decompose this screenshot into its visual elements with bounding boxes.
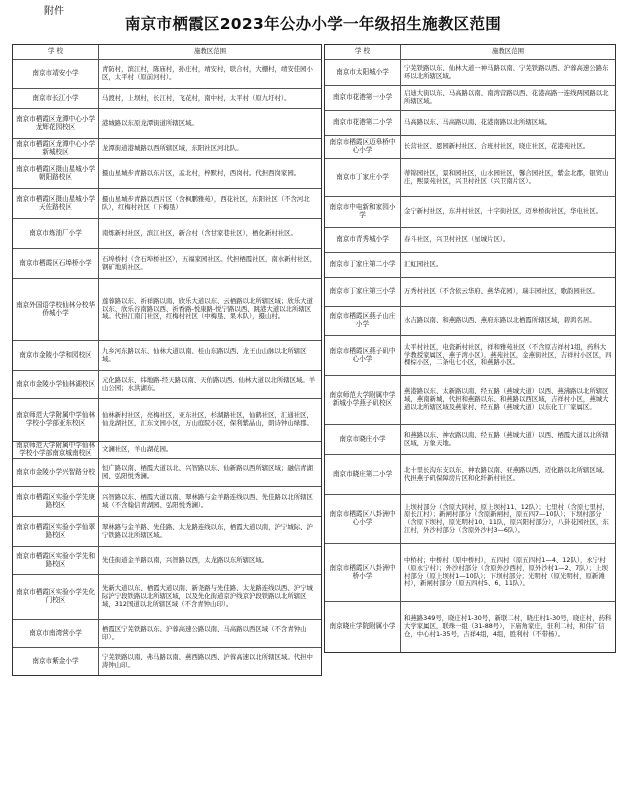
enrollment-area: 马高路以东、马高路以南、花港南路以北所辖区域。 — [404, 118, 551, 127]
table-row — [13, 249, 321, 279]
enrollment-area: 翠林路与金羊路、先佳路、太龙路连线以东，栖霞大道以南，沪宁城际、沪宁铁路以北所辖区域。 — [102, 522, 313, 539]
school-name: 南京市花港第二小学 — [325, 111, 401, 135]
enrollment-area: 恒广路以南、栖霞大道以北、兴智路以东、仙新路以西所辖区域；融信青湖园、弘阳悦秀澜。 — [102, 463, 313, 480]
enrollment-area: 蒂锦园社区，景和园社区，山水园社区，馨合园社区，紫金北郡，银贸山庄，熙景苑社区，兴卫村社区（兴卫南片区）。 — [404, 168, 609, 185]
header-school: 学 校 — [325, 45, 401, 59]
school-name: 南京外国语学校仙林分校华侨城小学 — [13, 279, 99, 340]
enrollment-area: 汇虹园社区。 — [404, 260, 443, 269]
header-area: 施教区范围 — [492, 47, 524, 56]
school-name: 南京晓庄学院附属小学 — [325, 602, 401, 652]
enrollment-area: 摄山星城步青路以西片区（含枫鹏雅苑），西花社区，东阳社区（不含河北队），红梅村社区（下梅垦） — [102, 194, 310, 211]
enrollment-area: 燕港路以东、太新路以南、经五路（燕城大道）以西、燕沸路以北所辖区域，燕南新城，代担和燕路以东、和燕路以西区域，吉祥村小区，燕城大道以北所辖区域及燕家村、经五路（燕城大道）以东化工厂家属区。 — [404, 387, 609, 411]
enrollment-area: 宁芜铁路以东、仙林大道一神马路以南、宁芜铁路以西、沪蓉高速公路东环以北所辖区域。 — [404, 63, 609, 80]
table-row — [325, 60, 615, 86]
enrollment-area: 摄山星城步青路以东片区，孟北村，梓默村，西岗村。代担西岗家园。 — [102, 168, 301, 177]
right-school-table — [324, 44, 616, 653]
school-name: 南京市太阳城小学 — [325, 60, 401, 85]
enrollment-area: 太平村社区，电瓷新村社区，祥和雅苑社区（不含原吉祥村1组，药科大学教授家属区，燕子湾小区），燕苑社区，金燕街社区，吉祥村小区区，四棵棕小区，二条电七小区，和燕路小区。 — [404, 342, 612, 367]
table-row — [13, 219, 321, 249]
table-row — [325, 336, 615, 376]
attachment-label: 附件 — [44, 6, 64, 17]
school-name: 南京师范大学附属中学新城小学燕子矶校区 — [325, 376, 401, 424]
school-name: 南京市栖霞区燕子矶中心小学 — [325, 336, 401, 375]
table-row — [325, 495, 615, 544]
table-row — [13, 109, 321, 139]
school-name: 南京市栖霞区摄山星城小学天佐路校区 — [13, 189, 99, 218]
school-name: 南京市丁家庄小学 — [325, 159, 401, 196]
enrollment-area: 水吉路以南、和燕路以西、燕府东路以北栖霞所辖区域，碧鸿名居。 — [404, 316, 596, 325]
enrollment-area: 和燕路以东、神农路以南、经五路（燕城大道）以西、栖霞大道以北所辖区域，万象天地。 — [404, 430, 609, 447]
school-name: 南京市栖霞区摄山星城小学朝阳路校区 — [13, 159, 99, 188]
school-name: 南京市栖霞区实验小学先和路校区 — [13, 547, 99, 574]
school-name: 南京师范大学附属中学仙林学校小学部南京城南校区 — [13, 442, 99, 458]
enrollment-area: 北十里长沟东支以东、神农路以南、亚燕路以西、迈化路以北所辖区域。代担燕子矶保障房片区和化纤新村社区。 — [404, 465, 609, 482]
table-row — [325, 253, 615, 278]
table-row — [325, 159, 615, 197]
table-row — [13, 459, 321, 487]
enrollment-area: 元化路以东、纬地路-经天路以南、天佑路以西、仙林大道以北所辖区域。羊山公园；水洪湖东。 — [102, 375, 316, 392]
school-name: 南京市丁家庄第三小学 — [325, 278, 401, 306]
table-row — [325, 544, 615, 602]
header-school: 学 校 — [13, 45, 99, 59]
enrollment-area: 栖霞区宁芜铁路以东、沪蓉高速公路以南、马高路以西区域（不含青钟山印）。 — [102, 624, 307, 641]
school-name: 南京市晓庄第二小学 — [325, 455, 401, 494]
table-row — [13, 341, 321, 371]
enrollment-area: 中桥村；中桥村（原中桥村），五四村（原五四村1—4、12队），永宁村（原永宁村）；外沙村部分（含原外沙西村，原外沙村1—2、7队）；上坝村部分（原上坝村1—10队）；下坝村部分；光明村（原光明村，原新滩村），新闸村部分（原五四村5、6、11队）。 — [404, 556, 608, 588]
enrollment-area: 春斗社区，兴卫村社区（星城片区）。 — [404, 235, 510, 244]
school-name: 南京市紫金小学 — [13, 648, 99, 675]
enrollment-area: 启迪大街以东、马高路以南、南湾营路以西、花港高路一连线两园路以北所辖区域。 — [404, 89, 609, 105]
enrollment-area: 先新大道以东、栖霞大道以南、新尧路与先佳路、太龙路连线以西、沪宁城际沪宁段铁路以北所辖区域，以及先化街道京沪线京沪段铁路以北所辖区域，312国道以北所辖区域（不含青钟山印）。 — [102, 584, 313, 608]
table-row — [13, 371, 321, 399]
table-row — [13, 89, 321, 109]
school-name: 南京市栖霞区八卦洲中心小学 — [325, 495, 401, 543]
enrollment-area: 先佳街道金羊路以南，兴智路以西，太龙路以东所辖区域。 — [102, 555, 269, 564]
table-row — [325, 136, 615, 159]
school-name: 南京市丁家庄第二小学 — [325, 253, 401, 277]
school-name: 南京市花港第一小学 — [325, 86, 401, 110]
school-name: 南京市栖霞区实验小学仙翠路校区 — [13, 517, 99, 546]
table-row — [13, 442, 321, 459]
table-row — [13, 487, 321, 517]
school-name: 南京市靖安小学 — [13, 60, 99, 88]
document-title: 南京市栖霞区2023年公办小学一年级招生施教区范围 — [124, 15, 502, 33]
enrollment-area: 马渡村，上坝村，长江村，飞花村，南中村，太平村（原九圩村）。 — [102, 93, 291, 102]
enrollment-area: 仙林新村社区，亮梅社区，亚东社区，杉湖路社区，仙鹤社区，汇通社区，仙龙湖社区，汇东文园小区，万山庭院小区，保利紫晶山，朗诗钟山绿郡。 — [102, 411, 313, 427]
table-row — [13, 139, 321, 159]
table-row — [325, 455, 615, 495]
table-row — [325, 197, 615, 228]
table-row — [325, 425, 615, 455]
school-name: 南京市栖霞区实验小学先化门校区 — [13, 575, 99, 619]
school-name: 南京市金陵小学仙林湖校区 — [13, 371, 99, 398]
table-header — [325, 45, 615, 60]
enrollment-area: 兴智路以东、栖霞大道以南、翠林路与金羊路连线以西、先佳路以北所辖区域（不含翰信青湖园、弘阳悦秀澜）。 — [102, 492, 313, 509]
enrollment-area: 石埠桥村（含石埠桥社区），五福家园社区。代担栖霞社区，南水新村社区，钢矿地质社区。 — [102, 254, 317, 271]
school-name: 南京市栖霞区燕子山庄小学 — [325, 307, 401, 335]
table-row — [325, 376, 615, 425]
school-name: 南京市炼油厂小学 — [13, 219, 99, 248]
table-row — [13, 547, 321, 575]
table-row — [13, 60, 321, 89]
school-name: 南京市栖霞区石埠桥小学 — [13, 249, 99, 278]
school-name: 南京市栖霞区实验小学先庚路校区 — [13, 487, 99, 516]
school-name: 南京市金陵小学兴智路分校 — [13, 459, 99, 486]
school-name: 南京师范大学附属中学仙林学校小学部亚东校区 — [13, 399, 99, 441]
school-name: 南京市栖霞区龙潭中心小学龙辉花园校区 — [13, 109, 99, 138]
school-name: 南京市栖霞区龙潭中心小学新城校区 — [13, 139, 99, 158]
school-name: 南京市晓庄小学 — [325, 425, 401, 454]
table-header — [13, 45, 321, 60]
enrollment-area: 上坝村部分（含原大同村，原上坝村11、12队）；七里村（含原七里村，原长江村）；新闸村部分（含原新闸村，原五四7—10队）；下坝村部分（含原下坝村，原光明村10、11队，原兴阳村部分），八卦花园社区，东江村，外沙村部分（含原外沙村3—6队）。 — [404, 502, 609, 534]
enrollment-area: 长营社区、恩园新村社区、合班村社区，晓庄社区，花港苑社区。 — [404, 142, 590, 151]
table-row — [13, 620, 321, 648]
enrollment-area: 宁芜铁路以南、弗马路以南、燕西路以西、沪蓉高速以北所辖区域。代担中涛钟山印。 — [102, 652, 313, 669]
table-row — [325, 602, 615, 652]
school-name: 南京市青秀城小学 — [325, 228, 401, 252]
table-row — [325, 86, 615, 111]
table-row — [325, 228, 615, 253]
enrollment-area: 金宁新村社区，东井村社区，十字街社区，迈皋桥街社区，华电社区。 — [404, 207, 603, 216]
table-row — [13, 189, 321, 219]
enrollment-area: 南炼新村社区，滨江社区，新合村（含甘家巷社区），栖化新村社区。 — [102, 228, 297, 237]
table-row — [325, 307, 615, 336]
enrollment-area: 文澜社区，羊山湖花园。 — [102, 445, 173, 454]
school-name: 南京市南湾营小学 — [13, 620, 99, 647]
table-row — [13, 648, 321, 675]
table-row — [325, 278, 615, 307]
table-row — [13, 575, 321, 620]
table-row — [13, 517, 321, 547]
enrollment-area: 和燕路349号，晓庄村1-30号，新联二村，晓庄村1-30号，晓庄村，药科大学家属区，联珠一组（31-88号），下庙角家庄，驻利二村，和伟广信仓，中心村1-35号，吉祥4组，4组，胜利村（不带杨）。 — [404, 614, 612, 638]
enrollment-area: 龙潭街道港城路以西所辖区域，东阳社区河北队。 — [102, 143, 243, 152]
school-name: 南京市金陵小学和园校区 — [13, 341, 99, 370]
enrollment-area: 莲蓉路以东、祈祥路以南、欣乐大道以东、云栖路以北所辖区域；欣乐大道以东、欣乐谷南路以西、祈香路-悦康路-悦宁路以西、跳港大道以北所辖区域。代担江南门社区，红梅村社区（中梅垦、果木队），摄山村。 — [102, 296, 313, 321]
enrollment-area: 港城路以东原龙潭街道所辖区域。 — [102, 118, 198, 127]
school-name: 南京市栖霞区八卦洲中桥小学 — [325, 544, 401, 601]
table-row — [13, 159, 321, 189]
left-school-table — [12, 44, 322, 676]
table-row — [13, 399, 321, 442]
header-area: 施教区范围 — [194, 47, 226, 56]
table-row — [13, 279, 321, 341]
enrollment-area: 万秀村社区（不含依云华府、燕华花园），瑞丰园社区，歌韵园社区。 — [404, 287, 599, 296]
table-row — [325, 111, 615, 136]
school-name: 南京市长江小学 — [13, 89, 99, 108]
enrollment-area: 青防村，滨江村，陈庙村，孙庄村，靖安村，联合村，大栅村，靖安佳园小区，太平村（原前河村）。 — [102, 65, 313, 81]
school-name: 南京市栖霞区迈皋桥中心小学 — [325, 136, 401, 158]
enrollment-area: 九乡河东路以东、仙林大道以南、桂山东路以西、龙王山山脉以北所辖区域。 — [102, 346, 307, 363]
school-name: 南京市中电新和家园小学 — [325, 197, 401, 227]
